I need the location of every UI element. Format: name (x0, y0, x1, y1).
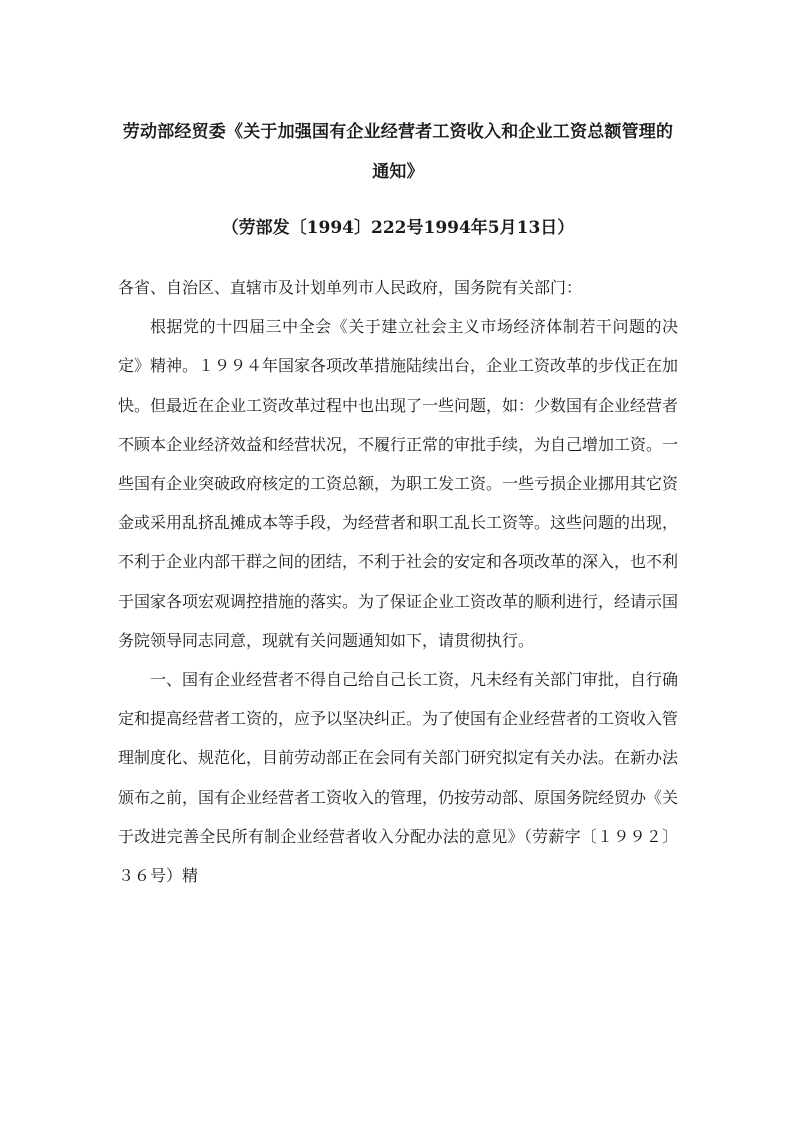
paragraph: 一、国有企业经营者不得自己给自己长工资，凡未经有关部门审批，自行确定和提高经营者工资的，应予以坚决纠正。为了使国有企业经营者的工资收入管理制度化、规范化，目前劳动部正在会同有关部门研究拟定有关办法。在新办法颁布之前，国有企业经营者工资收入的管理，仍按劳动部、原国务院经贸办《关于改进完善全民所有制企业经营者收入分配办法的意见》（劳薪字〔１９９２〕３６号）精 (118, 670, 679, 886)
paragraph: 根据党的十四届三中全会《关于建立社会主义市场经济体制若干问题的决定》精神。１９９４年国家各项改革措施陆续出台，企业工资改革的步伐正在加快。但最近在企业工资改革过程中也出现了一些问题，如：少数国有企业经营者不顾本企业经济效益和经营状况，不履行正常的审批手续，为自己增加工资。一些国有企业突破政府核定的工资总额，为职工发工资。一些亏损企业挪用其它资金或采用乱挤乱摊成本等手段，为经营者和职工乱长工资等。这些问题的出现，不利于企业内部干群之间的团结，不利于社会的安定和各项改革的深入，也不利于国家各项宏观调控措施的落实。为了保证企业工资改革的顺利进行，经请示国务院领导同志同意，现就有关问题通知如下，请贯彻执行。 (118, 317, 679, 650)
addressee: 各省、自治区、直辖市及计划单列市人民政府，国务院有关部门： (118, 278, 583, 297)
document-subtitle: （劳部发〔1994〕222号1994年5月13日） (221, 218, 575, 238)
document-title: 劳动部经贸委《关于加强国有企业经营者工资收入和企业工资总额管理的通知》 (122, 122, 674, 182)
document-body (118, 268, 678, 895)
